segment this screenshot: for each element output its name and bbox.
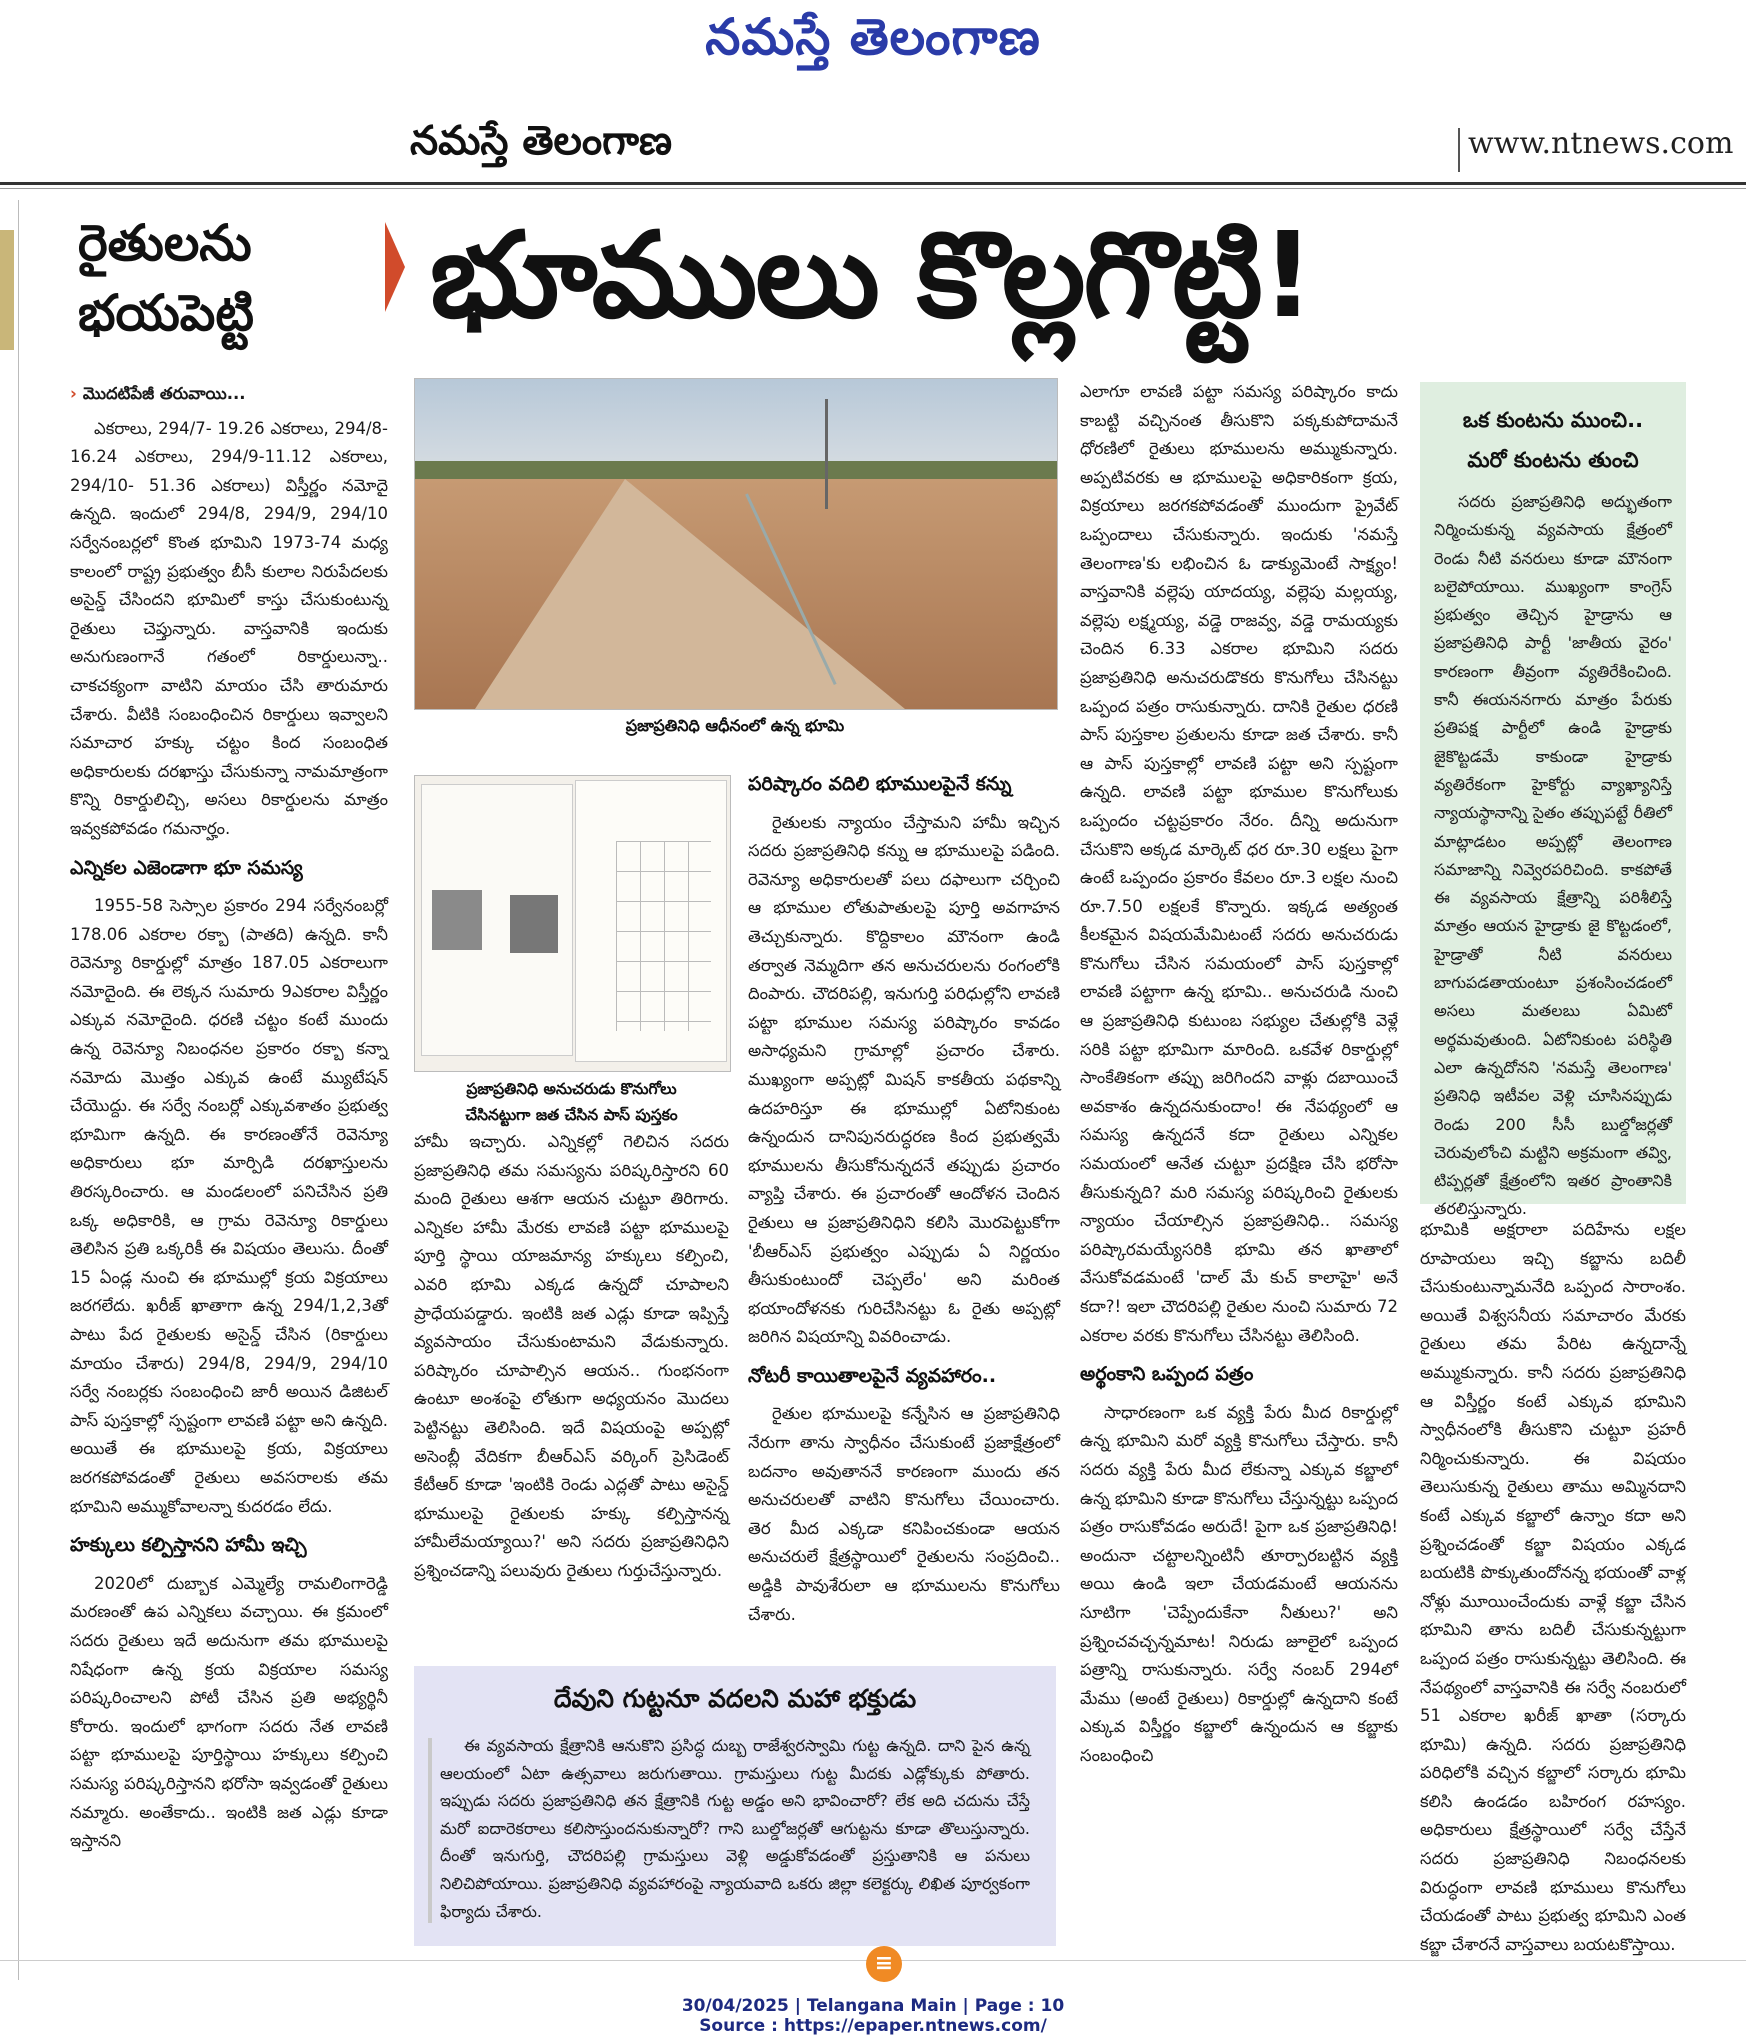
continued-from-label	[70, 380, 388, 409]
headline: భూములు కొల్లగొట్టి!	[430, 206, 1313, 344]
continued-label-text: మొదటిపేజీ తరువాయి...	[82, 384, 246, 403]
subhead: పరిష్కారం వదిలి భూములపైనే కన్ను	[748, 773, 1012, 795]
paragraph: హామీ ఇచ్చారు. ఎన్నికల్లో గెలిచిన సదరు ప్రజాప్రతినిధి తమ సమస్యను పరిష్కరిస్తారని 60 మంది రైతులు ఆశగా ఆయన చుట్టూ తిరిగారు. ఎన్నికల హామీ మేరకు లావణి పట్టా భూములపై పూర్తి స్థాయి యాజమాన్య హక్కులు కల్పించి, ఎవరి భూమి ఎక్కడ ఉన్నదో చూపాలని ప్రాధేయపడ్డారు. ఇంటికి జత ఎడ్లు కూడా ఇప్పిస్తే వ్యవసాయం చేసుకుంటామని వేడుకున్నారు. పరిష్కారం చూపాల్సిన ఆయన.. గుంభనంగా ఉంటూ అంశంపై లోతుగా అధ్యయనం మొదలు పెట్టినట్టు తెలిసింది. ఇదే విషయంపై అప్పట్లో అసెంబ్లీ వేదికగా బీఆర్ఎస్ వర్కింగ్ ప్రెసిడెంట్ కేటీఆర్ కూడా 'ఇంటికి రెండు ఎద్లతో పాటు అసైన్డ్ భూములపై రైతులకు హక్కు కల్పిస్తానన్న హామీలేమయ్యాయి?' అని సదరు ప్రజాప్రతినిధిని ప్రశ్నించడాన్ని పలువురు రైతులు గుర్తుచేస్తున్నారు.	[414, 1132, 729, 1580]
paragraph: ఎకరాలు, 294/7- 19.26 ఎకరాలు, 294/8-16.24 ఎకరాలు, 294/9-11.12 ఎకరాలు, 294/10- 51.36 ఎకరాలు) విస్తీర్ణం నమోదై ఉన్నది. ఇందులో 294/8, 294/9, 294/10 సర్వేనంబర్లలో కొంత భూమిని 1973-74 మధ్య కాలంలో రాష్ట్ర ప్రభుత్వం బీసీ కులాల నిరుపేదలకు అసైన్డ్ చేసిందని భూమిలో కాస్తు చేసుకుంటున్న రైతులు చెప్తున్నారు. వాస్తవానికి ఇందుకు అనుగుణంగానే గతంలో రికార్డులున్నా.. చాకచక్యంగా వాటిని మాయం చేసి తారుమారు చేశారు. వీటికి సంబంధించిన రికార్డులు ఇవ్వాలని సమాచార హక్కు చట్టం కింద సంబంధిత అధికారులకు దరఖాస్తు చేసుకున్నా నామమాత్రంగా కొన్ని రికార్డులిచ్చి, అసలు రికార్డులను మాత్రం ఇవ్వకపోవడం గమనార్హం.	[70, 418, 388, 838]
photo-pole	[825, 399, 828, 509]
subhead: ఎన్నికల ఎజెండాగా భూ సమస్య	[70, 856, 303, 879]
passbook-page-left	[421, 784, 573, 1056]
sidebar-body	[1434, 488, 1672, 1224]
strip-photo-fragment	[0, 230, 14, 350]
paragraph: ఈ వ్యవసాయ క్షేత్రానికి ఆనుకొని ప్రసిద్ధ దుబ్బ రాజేశ్వరస్వామి గుట్ట ఉన్నది. దాని పైన ఉన్న ఆలయంలో ఏటా ఉత్సవాలు జరుగుతాయి. గ్రామస్తులు గుట్ట మీదకు ఎడ్లోక్కుకు పోతారు. ఇప్పుడు సదరు ప్రజాప్రతినిధి తన క్షేత్రానికి గుట్ట అడ్డం అని భావించారో? లేక అది చదును చేస్తే మరో ఐదారెకరాలు కలిసొస్తుందనుకున్నారో? గాని బుల్డోజర్లతో ఆగుట్టను కూడా తొలుస్తున్నారు. దీంతో ఇనుగుర్తి, చౌదరిపల్లి గ్రామస్తులు వెళ్లి అడ్డుకోవడంతో ప్రస్తుతానికి ఆ పనులు నిలిచిపోయాయి. ప్రజాప్రతినిధి వ్యవహారంపై న్యాయవాది ఒకరు జిల్లా కలెక్టర్కు లిఖిత పూర్వకంగా ఫిర్యాదు చేశారు.	[440, 1736, 1030, 1921]
boxed-story-title: దేవుని గుట్టనూ వదలని మహా భక్తుడు	[553, 1684, 917, 1713]
paragraph: రైతులకు న్యాయం చేస్తామని హామీ ఇచ్చిన సదరు ప్రజాప్రతినిధి కన్ను ఆ భూములపై పడింది. రెవెన్యూ అధికారులతో పలు దఫాలుగా చర్చించి ఆ భూముల లోతుపాతులపై పూర్తి అవగాహన తెచ్చుకున్నారు. కొద్దికాలం మౌనంగా ఉండి తర్వాత నెమ్మదిగా తన అనుచరులను రంగంలోకి దింపారు. చౌదరిపల్లి, ఇనుగుర్తి పరిధుల్లోని లావణి పట్టా భూముల సమస్య పరిష్కారం కావడం అసాధ్యమని గ్రామాల్లో ప్రచారం చేశారు. ముఖ్యంగా అప్పట్లో మిషన్ కాకతీయ పథకాన్ని ఉదహరిస్తూ ఈ భూముల్లో ఏటోనికుంట ఉన్నందున దానిపునరుద్ధరణ కింద ప్రభుత్వమే భూములను తీసుకోనున్నదనే తప్పుడు ప్రచారం వ్యాప్తి చేశారు. ఈ ప్రచారంతో ఆందోళన చెందిన రైతులు ఆ ప్రజాప్రతినిధిని కలిసి మొరపెట్టుకోగా 'బీఆర్ఎస్ ప్రభుత్వం ఎప్పుడు ఏ నిర్ణయం తీసుకుంటుందో చెప్పలేం' అని మరింత భయాందోళనకు గురిచేసినట్టు ఓ రైతు అప్పట్లో జరిగిన విషయాన్ని వివరించాడు.	[748, 812, 1060, 1347]
subhead: నోటరీ కాయితాలపైనే వ్యవహారం..	[748, 1364, 997, 1387]
passbook-page-right	[575, 780, 727, 1062]
paragraph: సాధారణంగా ఒక వ్యక్తి పేరు మీద రికార్డుల్లో ఉన్న భూమిని మరో వ్యక్తి కొనుగోలు చేస్తారు. కానీ సదరు వ్యక్తి పేరు మీద లేకున్నా ఎక్కువ కబ్జాలో ఉన్న భూమిని కూడా కొనుగోలు చేస్తున్నట్టు ఒప్పంద పత్రం రాసుకోవడం అరుదే! పైగా ఒక ప్రజాప్రతినిధి! అందునా చట్టాలన్నింటినీ తూర్పారబట్టిన వ్యక్తి అయి ఉండి ఇలా చేయడమంటే ఆయనను సూటిగా 'చెప్పేందుకేనా నీతులు?' అని ప్రశ్నించవచ్చన్నమాట! నిరుడు జూలైలో ఒప్పంద పత్రాన్ని రాసుకున్నారు. సర్వే నంబర్ 294లో మేము (అంటే రైతులు) రికార్డుల్లో ఉన్నదాని కంటే ఎక్కువ విస్తీర్ణం కబ్జాలో ఉన్నందున ఆ కబ్జాకు సంబంధించి	[1080, 1402, 1398, 1765]
sidebar-title-line-2: మరో కుంటను తుంచి	[1467, 448, 1639, 472]
passbook-table	[616, 841, 711, 1031]
chevron-right-icon: ›	[70, 384, 77, 403]
masthead	[0, 0, 1746, 80]
photo-road	[475, 479, 905, 709]
passbook-image	[414, 775, 731, 1072]
paragraph: సదరు ప్రజాప్రతినిధి అద్భుతంగా నిర్మించుకున్న వ్యవసాయ క్షేత్రంలో రెండు నీటి వనరులు కూడా మౌనంగా బలైపోయాయి. ముఖ్యంగా కాంగ్రెస్ ప్రభుత్వం తెచ్చిన హైడ్రాను ఆ ప్రజాప్రతినిధి పార్టీ 'జాతీయ వైరం' కారణంగా తీవ్రంగా వ్యతిరేకించింది. కానీ ఈయననగారు మాత్రం పేరుకు ప్రతిపక్ష పార్టీలో ఉండి హైడ్రాకు జైకొట్టడమే కాకుండా హైడ్రాకు వ్యతిరేకంగా హైకోర్టు వ్యాఖ్యానిస్తే న్యాయస్థానాన్ని సైతం తప్పుపట్టే రీతిలో మాట్లాడటం అప్పట్లో తెలంగాణ సమాజాన్ని నివ్వెరపరిచింది. కాకపోతే ఈ వ్యవసాయ క్షేత్రాన్ని పరిశీలిస్తే మాత్రం ఆయన హైడ్రాకు జై కొట్టడంలో, హైడ్రాతో నీటి వనరులు బాగుపడతాయంటూ ప్రశంసించడంలో అసలు మతలబు ఏమిటో అర్థమవుతుంది. ఏటోనికుంట పరిస్థితి ఎలా ఉన్నదోనని 'నమస్తే తెలంగాణ' ప్రతినిధి ఇటీవల వెళ్లి చూసినప్పుడు రెండు 200 సీసీ బుల్డోజర్లతో చెరువులోంచి మట్టిని అక్రమంగా తవ్వి, టిప్పర్లతో క్షేత్రంలోని ఇతర ప్రాంతానికి తరలిస్తున్నారు.	[1434, 492, 1672, 1219]
sidebar-box	[1420, 382, 1686, 1219]
paragraph: రైతుల భూములపై కన్నేసిన ఆ ప్రజాప్రతినిధి నేరుగా తాను స్వాధీనం చేసుకుంటే ప్రజాక్షేత్రంలో బదనాం అవుతాననే కారణంగా ముందు తన అనుచరులతో వాటిని కొనుగోలు చేయించారు. తెర మీద ఎక్కడా కనిపించకుండా ఆయన అనుచరులే క్షేత్రస్థాయిలో రైతులను సంప్రదించి.. అడ్డికి పావుశేరులా ఆ భూములను కొనుగోలు చేశారు.	[748, 1404, 1060, 1624]
epaper-menu-icon[interactable]: ≡	[866, 1946, 902, 1982]
land-photo	[414, 378, 1058, 710]
masthead-logo: నమస్తే తెలంగాణ	[705, 8, 1041, 66]
photo-caption: ప్రజాప్రతినిధి ఆధీనంలో ఉన్న భూమి	[625, 716, 845, 735]
column-6	[1420, 1216, 1686, 1967]
header-rule	[0, 182, 1746, 185]
column-4	[748, 770, 1060, 1637]
footer-source-link[interactable]: Source : https://epaper.ntnews.com/	[699, 2016, 1047, 2036]
column-1	[70, 380, 388, 1864]
column-3	[414, 1128, 729, 1594]
sidebar-title	[1434, 400, 1672, 480]
passbook-photo-1	[432, 890, 482, 950]
page-header-divider	[1458, 128, 1460, 172]
paragraph: భూమికి అక్షరాలా పదిహేను లక్షల రూపాయలు ఇచ్చి కబ్జాను బదిలీ చేసుకుంటున్నామనేది ఒప్పంద సారాంశం. అయితే విశ్వసనీయ సమాచారం మేరకు రైతులు తమ పేరిట ఉన్నదాన్నే అమ్ముకున్నారు. కానీ సదరు ప్రజాప్రతినిధి ఆ విస్తీర్ణం కంటే ఎక్కువ భూమిని స్వాధీనంలోకి తీసుకొని చుట్టూ ప్రహరీ నిర్మించుకున్నారు. ఈ విషయం తెలుసుకున్న రైతులు తాము అమ్మినదాని కంటే ఎక్కువ కబ్జాలో ఉన్నాం కదా అని ప్రశ్నించడంతో కబ్జా విషయం ఎక్కడ బయటికి పొక్కుతుందోనన్న భయంతో వాళ్ల నోళ్లు మూయించేందుకు వాళ్లే కబ్జా చేసిన భూమిని తాను బదిలీ చేసుకున్నట్టుగా ఒప్పంద పత్రం రాసుకున్నట్టు తెలిసింది. ఈ నేపథ్యంలో వాస్తవానికి ఈ సర్వే నంబరులో 51 ఎకరాల ఖరీజ్ ఖాతా (సర్కారు భూమి) ఉన్నది. సదరు ప్రజాప్రతినిధి పరిధిలోకి వచ్చిన కబ్జాలో సర్కారు భూమి కలిసి ఉండడం బహిరంగ రహస్యం. అధికారులు క్షేత్రస్థాయిలో సర్వే చేస్తేనే సదరు ప్రజాప్రతినిధి నిబంధనలకు విరుద్ధంగా లావణి భూములు కొనుగోలు చేయడంతో పాటు ప్రభుత్వ భూమిని ఎంత కబ్జా చేశారనే వాస్తవాలు బయటకొస్తాయి.	[1420, 1220, 1686, 1954]
passbook-photo-2	[510, 895, 558, 953]
passbook-caption-line-2: చేసినట్టుగా జత చేసిన పాస్ పుస్తకం	[465, 1106, 678, 1124]
footer-page-info: 30/04/2025 | Telangana Main | Page : 10	[681, 1996, 1065, 2016]
photo-sky	[415, 379, 1057, 474]
boxed-story-body	[440, 1732, 1030, 1925]
kicker-line-1: రైతులను	[78, 214, 252, 272]
boxed-story-side-bar	[428, 1738, 432, 1923]
passbook-caption	[414, 1076, 729, 1128]
paragraph: 2020లో దుబ్బాక ఎమ్మెల్యే రామలింగారెడ్డి మరణంతో ఉప ఎన్నికలు వచ్చాయి. ఈ క్రమంలో సదరు రైతులు ఇదే అదునుగా తమ భూములపై నిషేధంగా ఉన్న క్రయ విక్రయాల సమస్య పరిష్కరించాలని పోటీ చేసిన ప్రతి అభ్యర్థినీ కోరారు. ఇందులో భాగంగా సదరు నేత లావణి పట్టా భూములపై పూర్తిస్థాయి హక్కులు కల్పించి సమస్య పరిష్కరిస్తానని భరోసా ఇవ్వడంతో రైతులు నమ్మారు. అంతేకాదు.. ఇంటికి జత ఎడ్లు కూడా ఇస్తానని	[70, 1573, 388, 1851]
kicker-line-2: భయపెట్టి	[78, 284, 254, 342]
paragraph: 1955-58 సెస్సాల ప్రకారం 294 సర్వేనంబర్లో 178.06 ఎకరాల రక్బా (పాతది) ఉన్నది. కానీ రెవెన్యూ రికార్డుల్లో మాత్రం 187.05 ఎకరాలుగా నమోదైంది. ఈ లెక్కన సుమారు 9ఎకరాల విస్తీర్ణం ఎక్కువ నమోదైంది. ధరణి చట్టం కంటే ముందు ఉన్న రెవెన్యూ నిబంధనల ప్రకారం రక్బా కన్నా నమోదు మొత్తం ఎక్కువ ఉంటే మ్యుటేషన్ చేయొద్దు. ఈ సర్వే నంబర్లో ఎక్కువశాతం ప్రభుత్వ భూమిగా ఉన్నది. ఈ కారణంతోనే రెవెన్యూ అధికారులు భూ మార్పిడి దరఖాస్తులను తిరస్కరించారు. ఆ మండలంలో పనిచేసిన ప్రతి ఒక్క అధికారికి, ఆ గ్రామ రెవెన్యూ రికార్డులు తెలిసిన ప్రతి ఒక్కరికీ ఈ విషయం తెలుసు. దీంతో 15 ఏండ్ల నుంచి ఈ భూముల్లో క్రయ విక్రయాలు జరగలేదు. ఖరీజ్ ఖాతాగా ఉన్న 294/1,2,3తో పాటు పేద రైతులకు అసైన్డ్ చేసిన (రికార్డులు మాయం చేశారు) 294/8, 294/9, 294/10 సర్వే నంబర్లకు సంబంధించి జారీ అయిన డిజిటల్ పాస్ పుస్తకాల్లో స్పష్టంగా లావణి పట్టా అని ఉన్నది. అయితే ఈ భూములపై క్రయ, విక్రయాలు జరగకపోవడంతో రైతులు అవసరాలకు తమ భూమిని అమ్ముకోవాలన్నా కుదరడం లేదు.	[70, 896, 388, 1516]
boxed-story	[414, 1666, 1056, 1946]
left-page-strip	[0, 200, 19, 1980]
page-header-url: www.ntnews.com	[1468, 126, 1734, 161]
subhead: హక్కులు కల్పిస్తానని హామీ ఇచ్చి	[70, 1534, 307, 1557]
header-rule-thin	[0, 188, 1746, 189]
column-5	[1080, 378, 1398, 1779]
subhead: అర్థంకాని ఒప్పంద పత్రం	[1080, 1363, 1254, 1386]
page-header-title: నమస్తే తెలంగాణ	[410, 118, 673, 164]
kicker	[78, 208, 378, 348]
paragraph: ఎలాగూ లావణి పట్టా సమస్య పరిష్కారం కాదు కాబట్టి వచ్చినంత తీసుకొని పక్కకుపోదామనే ధోరణిలో రైతులు భూములను అమ్ముకున్నారు. అప్పటివరకు ఆ భూములపై అధికారికంగా క్రయ, విక్రయాలు జరగకపోవడంతో ముందుగా ప్రైవేట్ ఒప్పందాలు చేసుకున్నారు. ఇందుకు 'నమస్తే తెలంగాణ'కు లభించిన ఓ డాక్యుమెంటే సాక్ష్యం! వాస్తవానికి వల్లెపు యాదయ్య, వల్లెపు మల్లయ్య, వల్లెపు లక్ష్మయ్య, వడ్డె రాజవ్వ, వడ్డె రామయ్యకు చెందిన 6.33 ఎకరాల భూమిని సదరు ప్రజాప్రతినిధి అనుచరుడొకరు కొనుగోలు చేసినట్టు ఒప్పంద పత్రం రాసుకున్నారు. దానికి రైతుల ధరణి పాస్ పుస్తకాల ప్రతులను కూడా జత చేశారు. కానీ ఆ పాస్ పుస్తకాల్లో లావణి పట్టా అని స్పష్టంగా ఉన్నది. లావణి పట్టా భూముల కొనుగోలుకు ఒప్పందం చట్టప్రకారం నేరం. దీన్ని అదునుగా చేసుకొని అక్కడ మార్కెట్ ధర రూ.30 లక్షలు పైగా ఉంటే ఒప్పందం ప్రకారం కేవలం రూ.3 లక్షల నుంచి రూ.7.50 లక్షలకే కొన్నారు. ఇక్కడ అత్యంత కీలకమైన విషయమేమిటంటే సదరు అనుచరుడు కొనుగోలు చేసిన సమయంలో పాస్ పుస్తకాల్లో లావణి పట్టాగా ఉన్న భూమి.. అనుచరుడి నుంచి ఆ ప్రజాప్రతినిధి కుటుంబ సభ్యుల చేతుల్లోకి వెళ్లే సరికి పట్టా భూమిగా మారింది. ఒకవేళ రికార్డుల్లో సాంకేతికంగా తప్పు జరిగిందని వాళ్లు దబాయించే అవకాశం ఉన్నదనుకుందాం! ఈ నేపథ్యంలో ఆ సమస్య ఉన్నదనే కదా రైతులు ఎన్నికల సమయంలో ఆనేత చుట్టూ ప్రదక్షిణ చేసి భరోసా తీసుకున్నది? మరి సమస్య పరిష్కరించి రైతులకు న్యాయం చేయాల్సిన ప్రజాప్రతినిధి.. సమస్య పరిష్కారమయ్యేసరికి భూమి తన ఖాతాలో వేసుకోవడమంటే 'దాల్ మే కుచ్ కాలాహై' అనే కదా?! ఇలా చౌదరిపల్లి రైతుల నుంచి సుమారు 72 ఎకరాల వరకు కొనుగోలు చేసినట్టు తెలిసింది.	[1080, 382, 1398, 1345]
passbook-caption-line-1: ప్రజాప్రతినిధి అనుచరుడు కొనుగోలు	[466, 1080, 677, 1098]
sidebar-title-line-1: ఒక కుంటను ముంచి..	[1462, 408, 1644, 432]
kicker-arrow-icon	[385, 222, 405, 312]
